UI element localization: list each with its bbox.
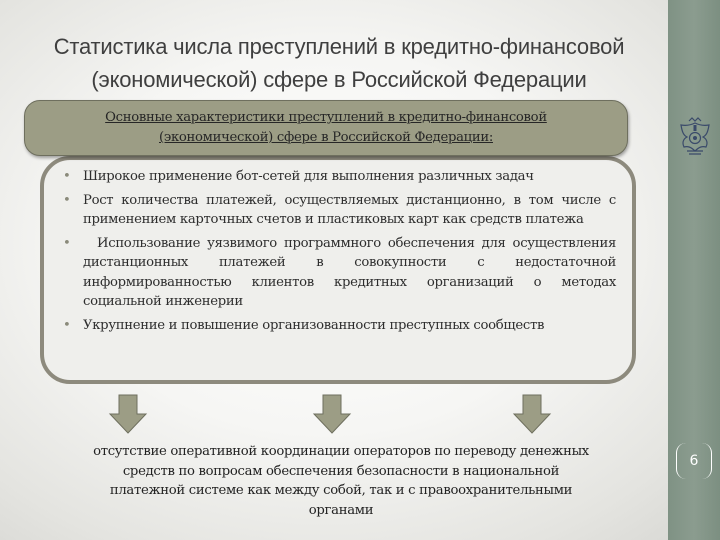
conclusion-line-2: средств по вопросам обеспечения безопасности в национальной bbox=[122, 463, 560, 479]
list-item bbox=[61, 167, 616, 187]
list-item-text: Использование уязвимого программного обеспечения для осуществления дистанционных платежей в совокупности с недостаточной информированностью клиентов кредитных организаций о методах социальной инженерии bbox=[83, 235, 620, 309]
bullet-icon: • bbox=[63, 192, 71, 208]
slide-title bbox=[14, 30, 664, 96]
header-line-1: Основные характеристики преступлений в кредитно-финансовой bbox=[105, 110, 547, 125]
slide-title-line-1: Статистика числа преступлений в кредитно-финансовой bbox=[53, 34, 625, 59]
conclusion-line-4: органами bbox=[308, 502, 374, 518]
list-item-text: Рост количества платежей, осуществляемых дистанционно, в том числе с применением карточных счетов и пластиковых карт как средств платежа bbox=[83, 192, 616, 227]
header-line-2: (экономической) сфере в Российской Федерации: bbox=[159, 130, 493, 145]
page-number: 6 bbox=[676, 443, 712, 479]
bullet-icon: • bbox=[63, 169, 71, 184]
conclusion-line-3: платежной системе как между собой, так и с правоохранительными bbox=[109, 483, 573, 498]
characteristics-header bbox=[24, 100, 628, 156]
characteristics-list bbox=[61, 167, 620, 339]
list-item-text: Укрупнение и повышение организованности преступных сообществ bbox=[83, 317, 545, 333]
down-arrow-icon bbox=[312, 394, 352, 434]
conclusion-text bbox=[54, 442, 628, 520]
down-arrow-icon bbox=[108, 394, 148, 434]
bullet-icon: • bbox=[63, 317, 71, 333]
list-item-text: Широкое применение бот-сетей для выполнения различных задач bbox=[83, 169, 534, 184]
bank-of-russia-emblem-icon bbox=[675, 117, 715, 159]
conclusion-line-1: отсутствие оперативной координации операторов по переводу денежных bbox=[93, 444, 589, 459]
list-item bbox=[61, 316, 616, 336]
list-item bbox=[61, 191, 616, 230]
bullet-icon: • bbox=[63, 235, 71, 251]
list-item bbox=[61, 234, 620, 312]
down-arrow-icon bbox=[512, 394, 552, 434]
slide-title-line-2: (экономической) сфере в Российской Федерации bbox=[91, 67, 587, 92]
